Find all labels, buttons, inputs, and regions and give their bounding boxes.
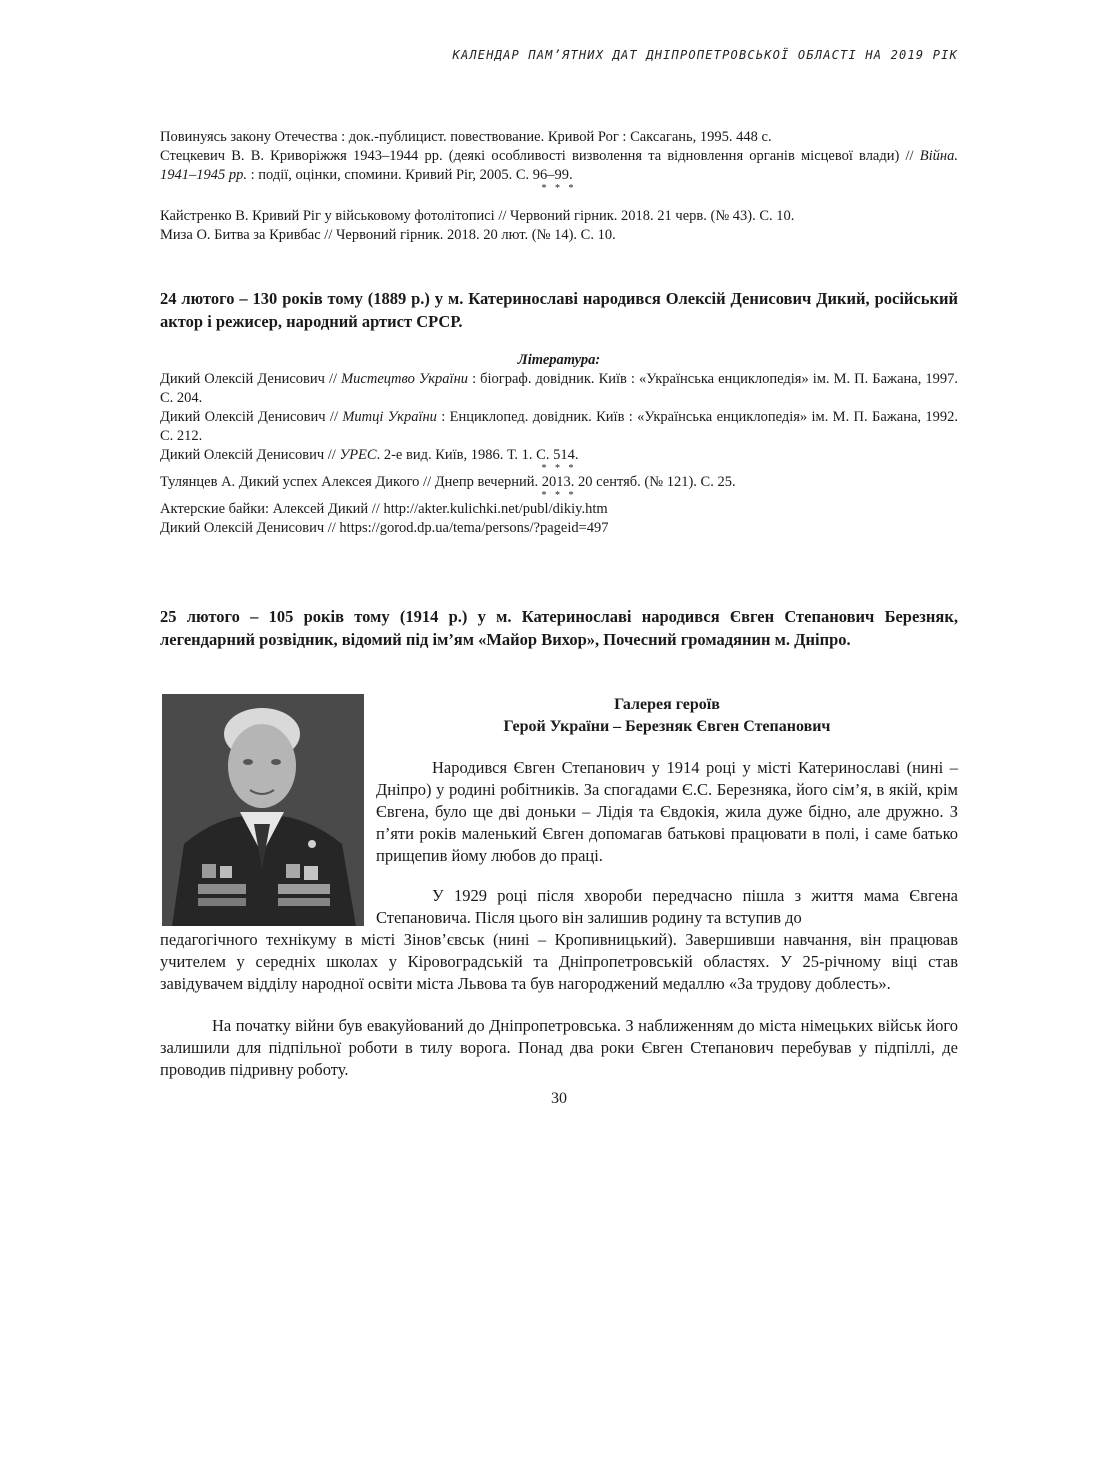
- reference-item: Дикий Олексій Денисович // Мистецтво України : біограф. довідник. Київ : «Українська енциклопедія» ім. М. П. Бажана, 1997. С. 204.: [160, 371, 958, 406]
- reference-item: Дикий Олексій Денисович // Митці України : Енциклопед. довідник. Київ : «Українська енциклопедія» ім. М. П. Бажана, 1992. С. 212.: [160, 409, 959, 444]
- references-block-top: [160, 128, 958, 193]
- literature-block: [160, 351, 958, 538]
- paragraph-biography-2-cont: педагогічного технікуму в місті Зінов’євськ (нині – Кропивницький). Завершивши навчання, він працював учителем у середніх школах у Кіровоградській та Дніпропетровській областях. У 25-річному віці став завідувачем відділу народної освіти міста Львова та був нагороджений медаллю «За трудову доблесть».: [160, 930, 958, 993]
- gallery-title: Галерея героїв: [614, 696, 720, 713]
- reference-item: Тулянцев А. Дикий успех Алексея Дикого // Днепр вечерний. 2013. 20 сентяб. (№ 121). С. 25.: [160, 474, 736, 490]
- reference-item: Актерские байки: Алексей Дикий // http://akter.kulichki.net/publ/dikiy.htm: [160, 501, 608, 517]
- gallery-title-block: [376, 694, 958, 738]
- portrait-photo: [162, 694, 364, 926]
- reference-item: Кайстренко В. Кривий Ріг у військовому фотолітописі // Червоний гірник. 2018. 21 черв. (№ 43). С. 10.: [160, 208, 795, 224]
- literature-title: Література:: [517, 352, 601, 368]
- portrait-illustration: [162, 694, 364, 926]
- section-heading-dykyi: 24 лютого – 130 років тому (1889 р.) у м. Катеринославі народився Олексій Денисович Дикий, російський актор і режисер, народний артист СРСР.: [160, 289, 958, 331]
- separator-stars: * * *: [541, 490, 577, 501]
- reference-item: Миза О. Битва за Кривбас // Червоний гірник. 2018. 20 лют. (№ 14). С. 10.: [160, 227, 616, 243]
- paragraph-biography-1: Народився Євген Степанович у 1914 році у місті Катеринославі (нині – Дніпро) у родині робітників. За спогадами Є.С. Березняка, його сім’я, в якій, крім Євгена, було ще дві доньки – Лідія та Євдокія, жила дуже бідно, але дружно. З п’яти років маленький Євген допомагав батькові працювати в полі, і саме батько прищепив йому любов до праці.: [376, 758, 958, 865]
- reference-item: Дикий Олексій Денисович // УРЕС. 2-е вид. Київ, 1986. Т. 1. С. 514.: [160, 447, 579, 463]
- paragraph-biography-3: На початку війни був евакуйований до Дніпропетровська. З наближенням до міста німецьких військ його залишили для підпільної роботи в тилу ворога. Понад два роки Євген Степанович перебував у підпіллі, де проводив підривну роботу.: [160, 1016, 958, 1079]
- page-number: 30: [551, 1090, 567, 1107]
- references-block-top-2: [160, 207, 958, 245]
- reference-item: Повинуясь закону Отечества : док.-публицист. повествование. Кривой Рог : Саксагань, 1995. 448 с.: [160, 129, 772, 145]
- separator-stars: * * *: [541, 183, 577, 194]
- paragraph-biography-2-start: У 1929 році після хвороби передчасно пішла з життя мама Євгена Степановича. Після цього він залишив родину та вступив до: [376, 886, 958, 927]
- reference-item: Стецкевич В. В. Криворіжжя 1943–1944 рр. (деякі особливості визволення та відновлення органів місцевої влади) // Війна. 1941–1945 рр. : події, оцінки, спомини. Кривий Ріг, 2005. С. 96–99.: [160, 148, 958, 183]
- running-header: КАЛЕНДАР ПАМ’ЯТНИХ ДАТ ДНІПРОПЕТРОВСЬКОЇ ОБЛАСТІ НА 2019 РІК: [452, 48, 958, 62]
- gallery-subtitle: Герой України – Березняк Євген Степанович: [503, 718, 831, 735]
- reference-item: Дикий Олексій Денисович // https://gorod.dp.ua/tema/persons/?pageid=497: [160, 520, 609, 536]
- separator-stars: * * *: [541, 463, 577, 474]
- section-heading-bereznyak: 25 лютого – 105 років тому (1914 р.) у м. Катеринославі народився Євген Степанович Березняк, легендарний розвідник, відомий під ім’ям «Майор Вихор», Почесний громадянин м. Дніпро.: [160, 607, 958, 649]
